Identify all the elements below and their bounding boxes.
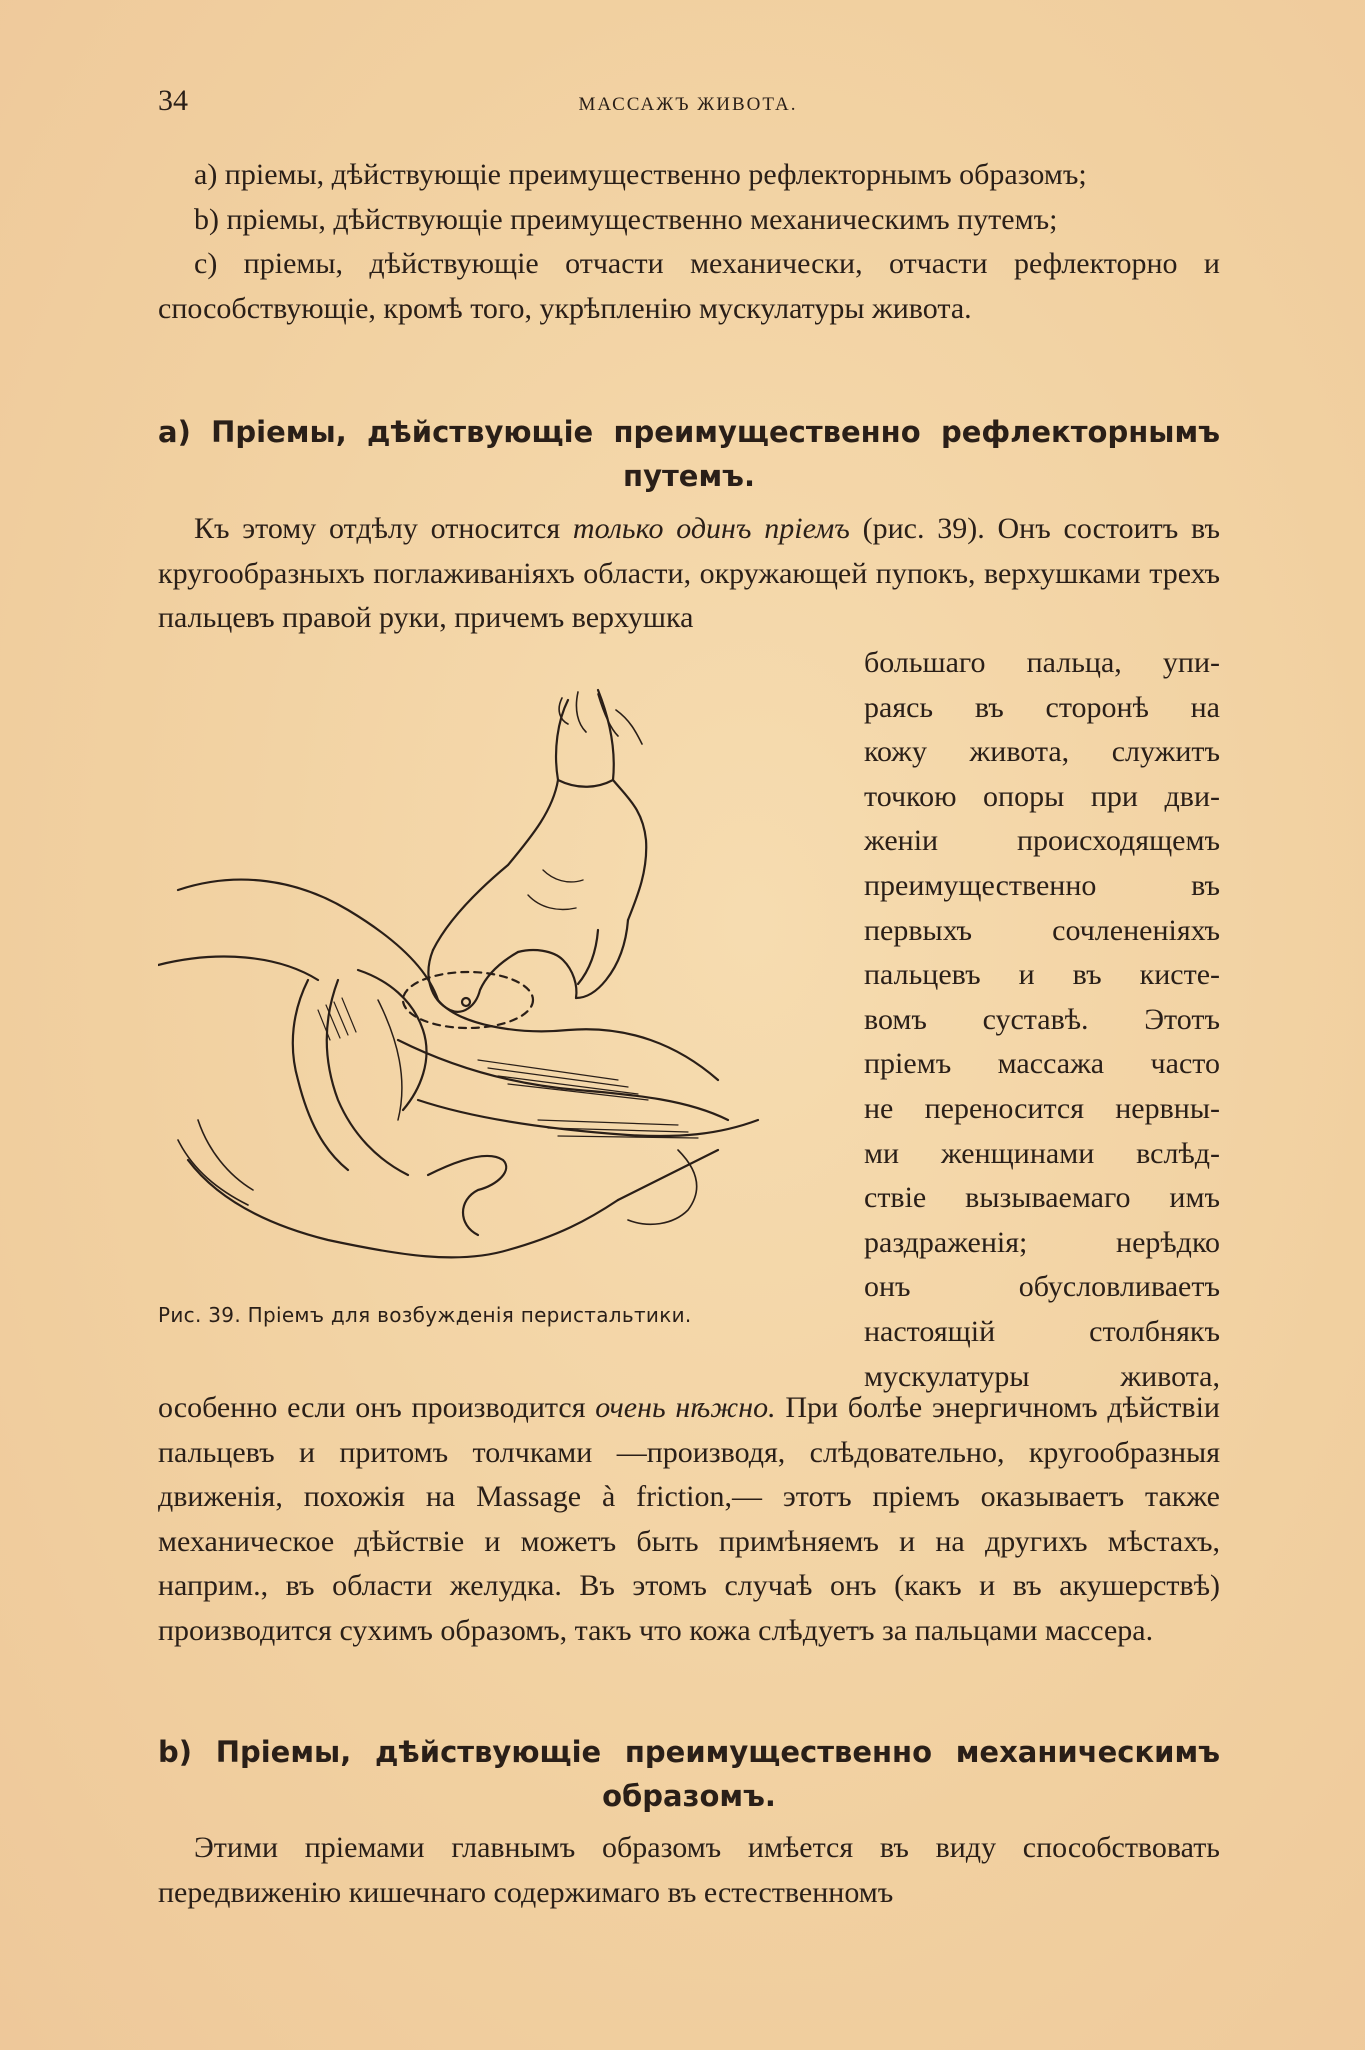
section-b-heading-line1: b) Пріемы, дѣйствующіе преимущественно механическимъ: [158, 1735, 1220, 1769]
figure-caption: Рис. 39. Пріемъ для возбужденія перистальтики.: [158, 1303, 692, 1327]
wrap-line: преимущественно въ: [864, 868, 1220, 902]
wrap-line: не переносится нервны-: [864, 1091, 1220, 1125]
list-item-c: с) пріемы, дѣйствующіе отчасти механически, отчасти рефлекторно и способствующіе, кромѣ того, укрѣпленію мускулатуры живота.: [158, 247, 1220, 325]
page-number: 34: [158, 84, 188, 117]
wrap-line: ми женщинами вслѣд-: [864, 1136, 1220, 1170]
wrap-line: онъ обусловливаетъ: [864, 1270, 1220, 1304]
cont-text-italic: очень нѣжно.: [595, 1391, 776, 1424]
wrap-text-column: [864, 641, 1220, 1399]
wrap-line: большаго пальца, упи-: [864, 646, 1220, 679]
section-a-heading: [158, 410, 1220, 498]
wrap-line: кожу живота, служитъ: [864, 735, 1220, 769]
wrap-line: первыхъ сочлененіяхъ: [864, 913, 1220, 947]
intro-text-italic: только одинъ пріемъ: [572, 512, 850, 545]
wrap-line: точкою опоры при дви-: [864, 779, 1220, 813]
section-b-paragraph: Этими пріемами главнымъ образомъ имѣется въ виду способствовать передвиженію кишечнаго содержимаго въ естественномъ: [158, 1831, 1220, 1909]
cont-text-after: При болѣе энергичномъ дѣйствіи пальцевъ и притомъ толчками —производя, слѣдовательно, кругообразныя движенія, похожія на Massage à friction,— этотъ пріемъ оказываетъ также механическое дѣйствіе и можетъ быть примѣняемъ и на другихъ мѣстахъ, наприм., въ области желудка. Въ этомъ случаѣ онъ (какъ и въ акушерствѣ) производится сухимъ образомъ, такъ что кожа слѣдуетъ за пальцами массера.: [158, 1391, 1220, 1647]
wrap-line: пальцевъ и въ кисте-: [864, 958, 1220, 992]
intro-text-before: Къ этому отдѣлу относится: [194, 512, 573, 545]
section-a-intro: [158, 507, 1220, 641]
wrap-line: ствіе вызываемаго имъ: [864, 1181, 1220, 1215]
list-item-b: b) пріемы, дѣйствующіе преимущественно механическимъ путемъ;: [194, 202, 1058, 236]
page-header: [158, 84, 1218, 124]
wrap-line: пріемъ массажа часто: [864, 1047, 1220, 1081]
wrap-line: раясь въ сторонѣ на: [864, 690, 1220, 724]
wrap-line: настоящій столбнякъ: [864, 1314, 1220, 1348]
section-a-heading-line2: путемъ.: [623, 459, 755, 493]
cont-text-before: особенно если онъ производится: [158, 1391, 596, 1424]
wrap-line: мускулатуры живота,: [864, 1359, 1220, 1393]
wrap-line: раздраженія; нерѣдко: [864, 1225, 1220, 1259]
figure-39-illustration: [158, 680, 838, 1300]
wrap-line: вомъ суставѣ. Этотъ: [864, 1002, 1220, 1036]
section-a-continuation: [158, 1386, 1220, 1654]
section-b-text: [158, 1826, 1220, 1915]
section-b-heading-line2: образомъ.: [602, 1779, 776, 1813]
classification-list: [158, 153, 1220, 331]
section-a-heading-line1: а) Пріемы, дѣйствующіе преимущественно рефлекторнымъ: [158, 415, 1220, 449]
running-title: МАССАЖЪ ЖИВОТА.: [578, 94, 798, 115]
section-b-heading: [158, 1730, 1220, 1818]
intro-text-after: (рис. 39). Онъ состоитъ въ кругообразныхъ поглаживаніяхъ области, окружающей пупокъ, верхушками трехъ пальцевъ правой руки, причемъ верхушка: [158, 512, 1220, 635]
wrap-line: женіи происходящемъ: [864, 824, 1220, 858]
list-item-a: а) пріемы, дѣйствующіе преимущественно рефлекторнымъ образомъ;: [194, 158, 1087, 191]
